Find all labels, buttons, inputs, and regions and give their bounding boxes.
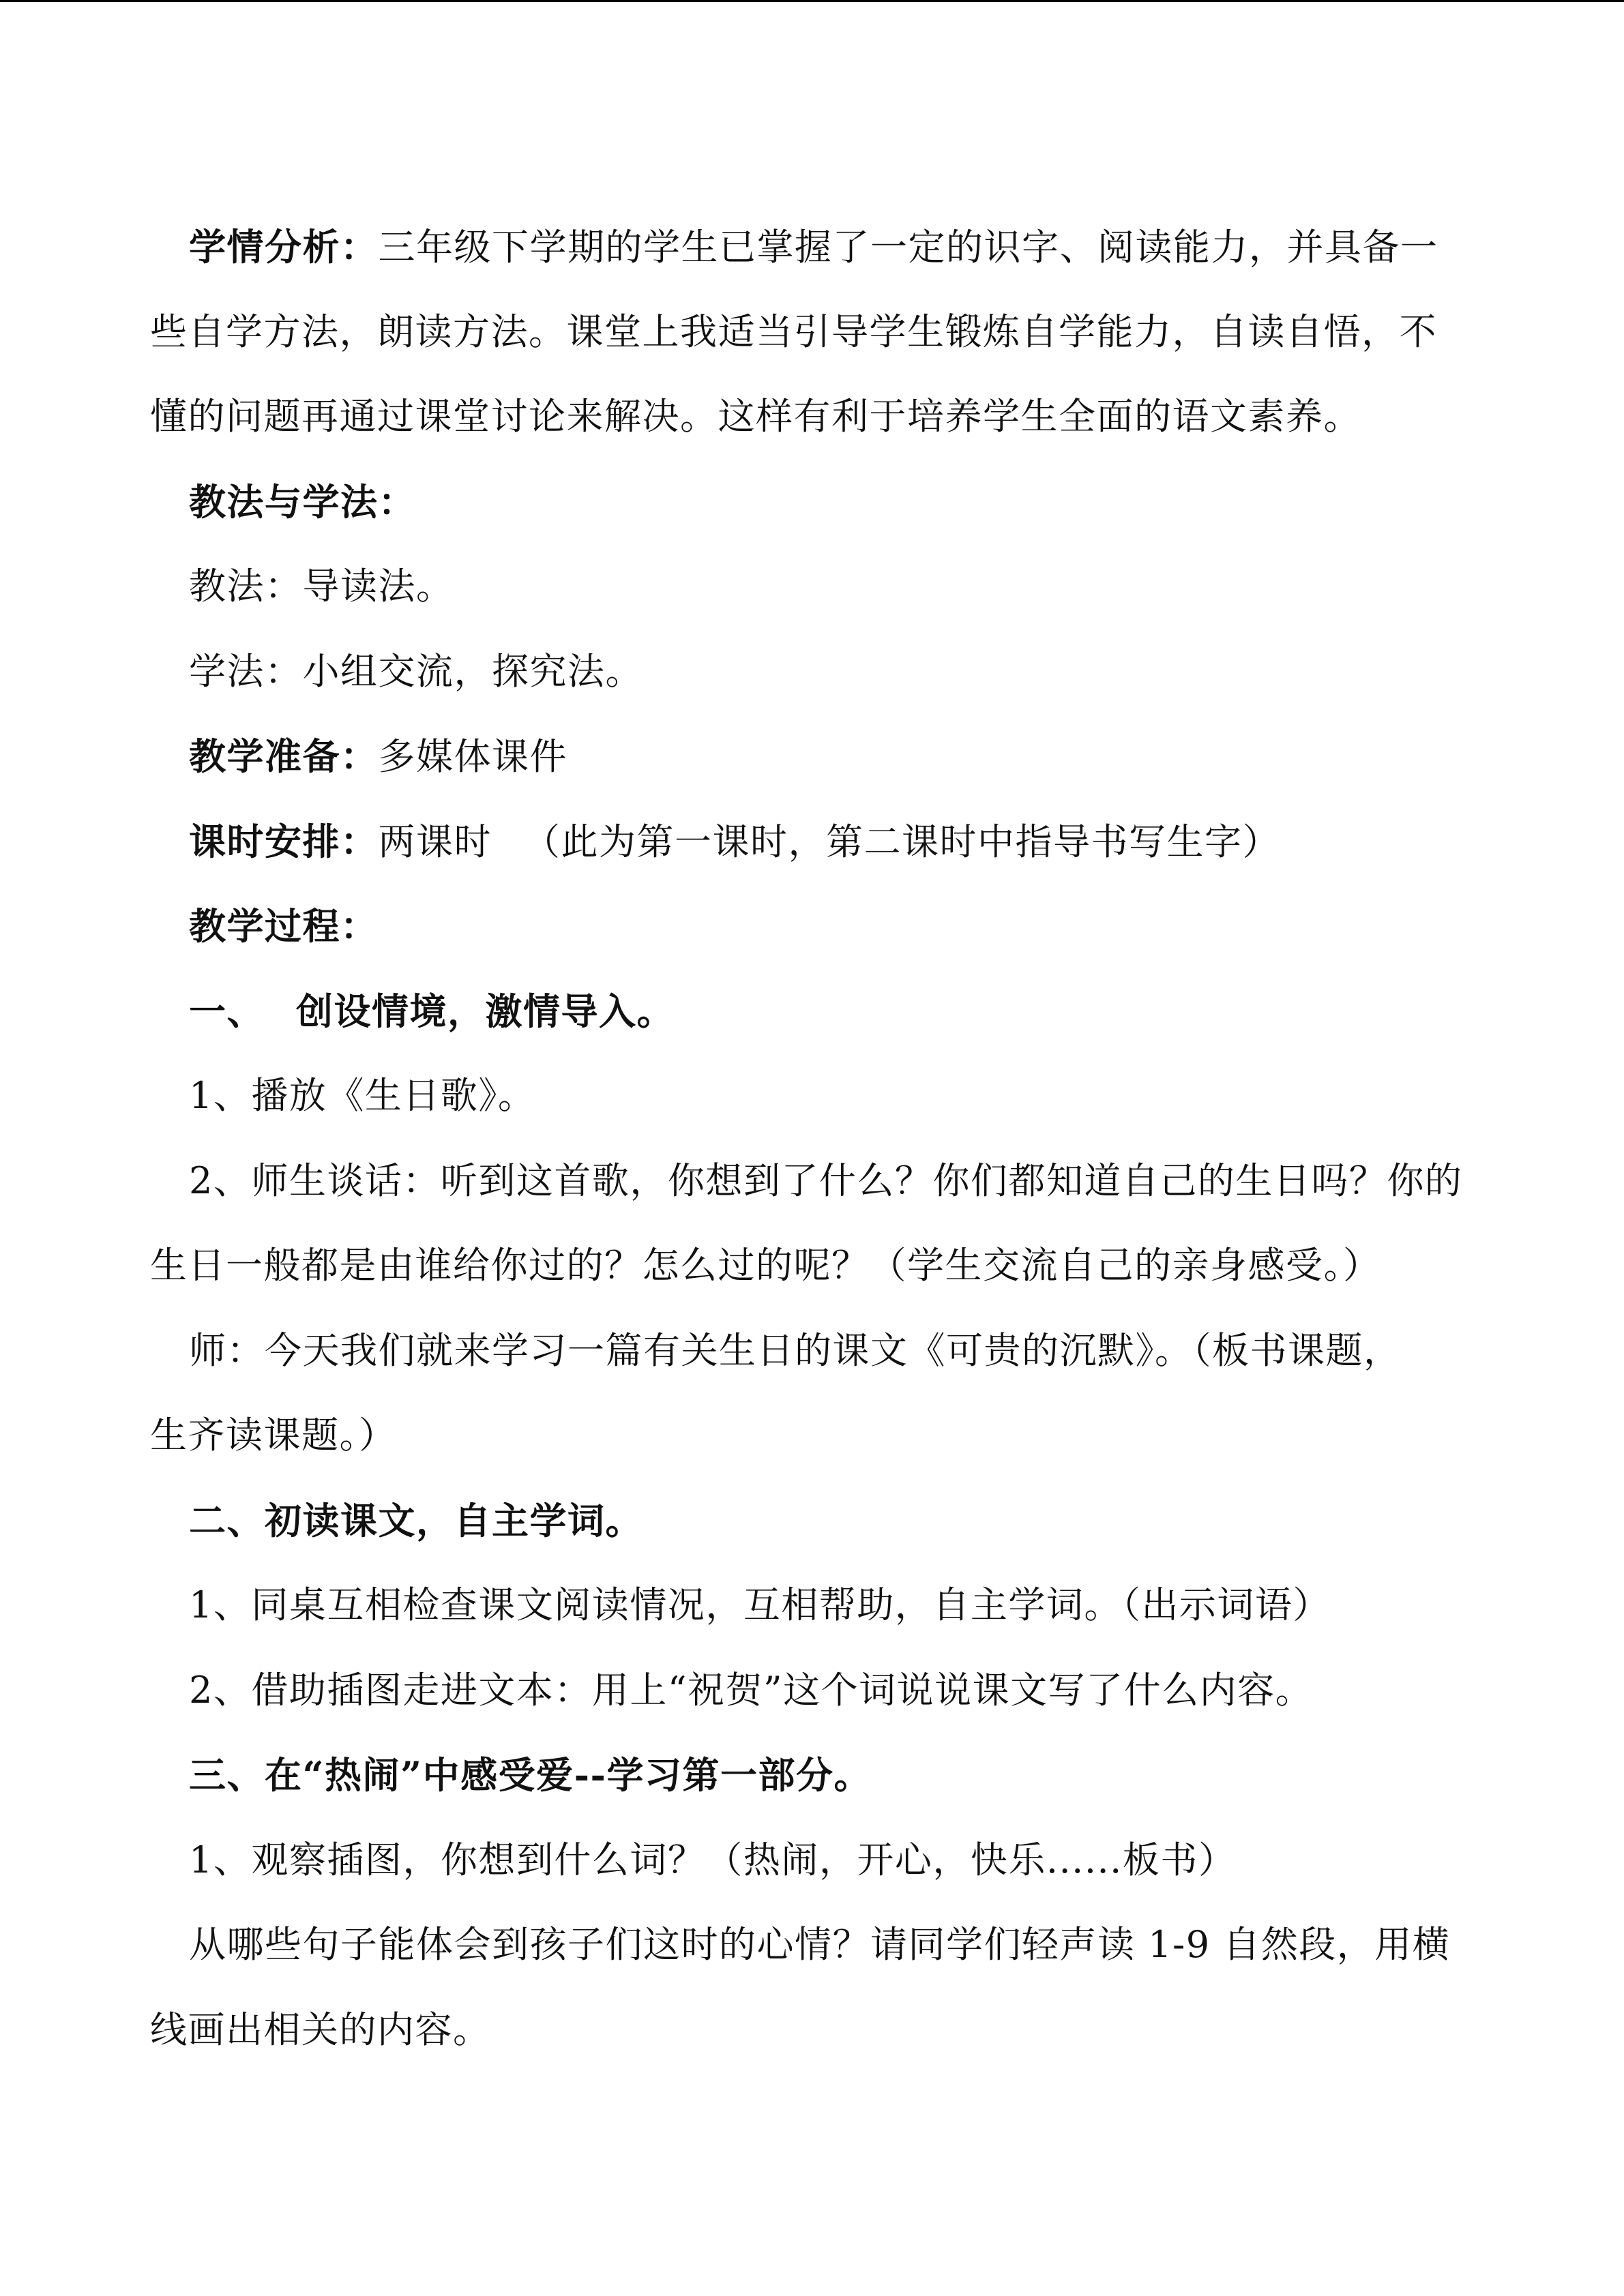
paragraph-line bbox=[150, 1223, 1473, 1309]
paragraph-line bbox=[150, 1393, 1473, 1478]
paragraph-text: 1、播放《生日歌》。 bbox=[189, 1074, 536, 1117]
paragraph-line bbox=[150, 1054, 1473, 1139]
paragraph-line bbox=[150, 1903, 1473, 1988]
paragraph-text: 从哪些句子能体会到孩子们这时的心情？请同学们轻声读 1-9 自然段，用横 bbox=[189, 1923, 1451, 1966]
heading-label: 教法与学法： bbox=[189, 479, 416, 524]
heading-label: 课时安排： bbox=[189, 819, 379, 863]
document-body bbox=[150, 205, 1473, 2072]
paragraph-text: 生齐读课题。） bbox=[150, 1414, 397, 1457]
heading-label: 三、在“热闹”中感受爱--学习第一部分。 bbox=[189, 1753, 872, 1797]
heading-label: 教学过程： bbox=[189, 904, 379, 948]
paragraph-line bbox=[150, 629, 1473, 715]
paragraph-text: 两课时 bbox=[378, 820, 492, 863]
top-border-line bbox=[0, 0, 1624, 2]
paragraph-text: 线画出相关的内容。 bbox=[150, 2008, 491, 2051]
paragraph-line bbox=[150, 1818, 1473, 1903]
paragraph-note: （此为第一课时，第二课时中指导书写生字） bbox=[523, 820, 1280, 863]
paragraph-text: 些自学方法，朗读方法。课堂上我适当引导学生锻炼自学能力，自读自悟，不 bbox=[150, 310, 1437, 353]
paragraph-text: 师：今天我们就来学习一篇有关生日的课文《可贵的沉默》。（板书课题， bbox=[189, 1328, 1402, 1372]
paragraph-text: 2、师生谈话：听到这首歌，你想到了什么？你们都知道自己的生日吗？你的 bbox=[189, 1159, 1463, 1202]
paragraph-text: 多媒体课件 bbox=[378, 735, 567, 778]
section-heading-process bbox=[150, 884, 1473, 969]
paragraph-text: 三年级下学期的学生已掌握了一定的识字、阅读能力，并具备一 bbox=[378, 226, 1438, 269]
paragraph-text: 教法：导读法。 bbox=[189, 565, 454, 608]
section-heading-methods bbox=[150, 460, 1473, 545]
heading-label: 教学准备： bbox=[189, 734, 379, 778]
paragraph-line bbox=[150, 1988, 1473, 2073]
paragraph-line bbox=[150, 1309, 1473, 1394]
paragraph-line bbox=[150, 290, 1473, 375]
paragraph-text: 2、借助插图走进文本：用上“祝贺”这个词说说课文写了什么内容。 bbox=[189, 1668, 1314, 1712]
paragraph-line bbox=[150, 544, 1473, 629]
section-heading-2 bbox=[150, 1478, 1473, 1564]
paragraph-line bbox=[150, 1648, 1473, 1733]
heading-label: 创设情境，激情导入。 bbox=[296, 989, 675, 1033]
paragraph-text: 1、同桌互相检查课文阅读情况，互相帮助，自主学词。（出示词语） bbox=[189, 1583, 1331, 1626]
paragraph-text: 生日一般都是由谁给你过的？怎么过的呢？（学生交流自己的亲身感受。） bbox=[150, 1244, 1381, 1287]
paragraph-text: 1、观察插图，你想到什么词？（热闹，开心，快乐......板书） bbox=[189, 1838, 1237, 1881]
paragraph-text: 懂的问题再通过课堂讨论来解决。这样有利于培养学生全面的语文素养。 bbox=[150, 395, 1361, 438]
section-number: 一、 bbox=[189, 989, 265, 1033]
section-heading-3 bbox=[150, 1733, 1473, 1818]
paragraph-line-preparation bbox=[150, 714, 1473, 799]
paragraph-line bbox=[150, 374, 1473, 460]
paragraph-text: 学法：小组交流，探究法。 bbox=[189, 649, 643, 693]
section-heading-1 bbox=[150, 969, 1473, 1054]
paragraph-line-learner-analysis bbox=[150, 205, 1473, 290]
heading-label: 学情分析： bbox=[189, 225, 379, 269]
paragraph-line-schedule bbox=[150, 799, 1473, 884]
paragraph-line bbox=[150, 1139, 1473, 1224]
heading-label: 二、初读课文，自主学词。 bbox=[189, 1498, 643, 1542]
paragraph-line bbox=[150, 1563, 1473, 1648]
